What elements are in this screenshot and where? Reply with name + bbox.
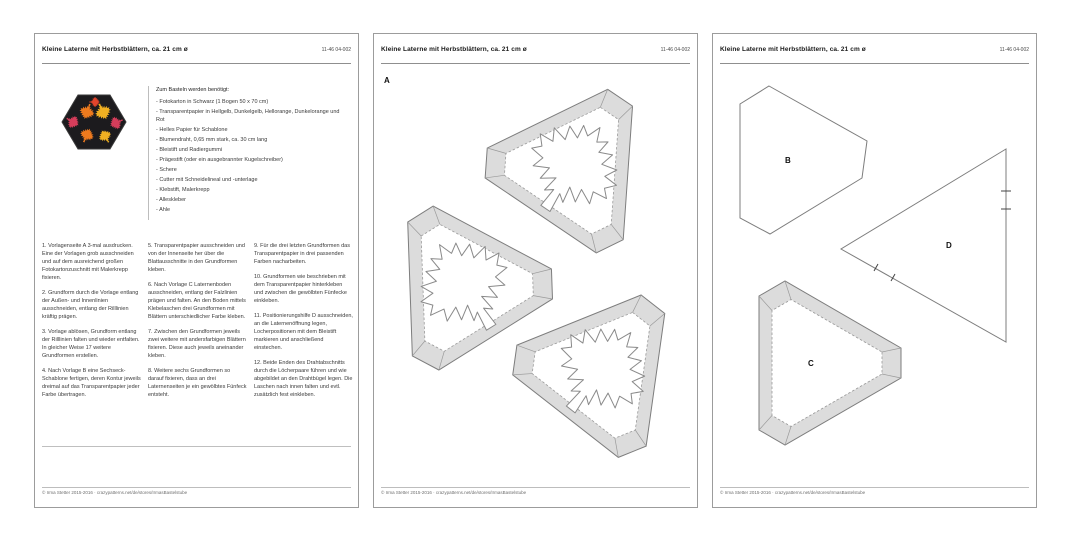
footer-rule: [720, 487, 1029, 488]
material-item: - Schere: [156, 166, 344, 175]
template-a-label: A: [384, 76, 390, 85]
instruction-column-3: [254, 243, 353, 406]
step-6: 6. Nach Vorlage C Laternenboden ausschneiden, entlang der Falzlinien prägen und falten. An den Boden mittels Klebelaschen drei Grundformen mit Blättern unterschiedlicher Farbe kleben.: [148, 281, 246, 320]
material-item: - Prägestift (oder ein ausgebrannter Kugelschreiber): [156, 156, 344, 165]
footer-rule: [381, 487, 690, 488]
materials-divider: [148, 86, 149, 220]
page-1-header: [42, 46, 351, 53]
material-item: - Ahle: [156, 206, 344, 215]
material-item: - Klebstift, Malerkrepp: [156, 186, 344, 195]
step-9: 9. Für die drei letzten Grundformen das Transparentpapier in drei passenden Farben nacharbeiten.: [254, 243, 350, 265]
material-item: - Alleskleber: [156, 196, 344, 205]
article-code: 11-46 04-002: [321, 47, 351, 53]
template-b-label: B: [785, 156, 791, 165]
footer-rule: [42, 487, 351, 488]
templates-bcd-drawing: [713, 34, 1038, 509]
material-item: - Cutter mit Schneidelineal und -unterlage: [156, 176, 344, 185]
instruction-column-1: [42, 243, 141, 406]
instruction-column-2: [148, 243, 247, 406]
step-5: 5. Transparentpapier ausschneiden und von der Innenseite her über die Blattausschnitte in den Grundformen kleben.: [148, 243, 245, 273]
article-code: 11-46 04-002: [660, 47, 690, 53]
material-item: - Helles Papier für Schablone: [156, 126, 344, 135]
page-title: Kleine Laterne mit Herbstblättern, ca. 21 cm ø: [720, 46, 866, 53]
instruction-columns: [42, 243, 353, 406]
lantern-photo: [59, 90, 129, 156]
content-end-rule: [42, 446, 351, 447]
page-title: Kleine Laterne mit Herbstblättern, ca. 21 cm ø: [381, 46, 527, 53]
template-c-form: [759, 281, 901, 445]
page-3: [712, 33, 1037, 508]
template-a-drawing: [374, 34, 699, 509]
template-a-form-1: [473, 52, 688, 261]
material-item: - Fotokarton in Schwarz (1 Bogen 50 x 70 cm): [156, 98, 344, 107]
step-8: 8. Weitere sechs Grundformen so darauf fixieren, dass an drei Laternenseiten je ein gewölbtes Fünfeck entsteht.: [148, 367, 247, 398]
material-item: - Bleistift und Radiergummi: [156, 146, 344, 155]
page-2: [373, 33, 698, 508]
template-d-triangle: [841, 149, 1006, 342]
step-2: 2. Grundform durch die Vorlage entlang der Außen- und Innenlinien ausschneiden, entlang der Rilllinien kräftig prägen.: [42, 289, 139, 320]
step-3: 3. Vorlage ablösen, Grundform entlang der Rilllinien falten und wieder entfalten. In gleicher Weise 17 weitere Grundformen erstellen.: [42, 328, 140, 359]
page-title: Kleine Laterne mit Herbstblättern, ca. 21 cm ø: [42, 46, 188, 53]
step-12: 12. Beide Enden des Drahtabschnitts durch die Löcherpaare führen und wie abgebildet an den Drahtbügel legen. Die Laschen nach innen falten und evtl. zusätzlich fest einkleben.: [254, 359, 353, 398]
template-a-form-3: [501, 254, 699, 467]
materials-list: [156, 86, 344, 216]
material-item: - Blumendraht, 0,65 mm stark, ca. 30 cm lang: [156, 136, 344, 145]
header-rule: [42, 63, 351, 64]
template-b-hexagon: [740, 86, 867, 234]
footer-text: © Irma Stetter 2015-2016 · crazypatterns.net/de/stores/IrmasBastelstube: [381, 490, 527, 495]
page-1: [34, 33, 359, 508]
template-c-label: C: [808, 359, 814, 368]
template-d-label: D: [946, 241, 952, 250]
step-11: 11. Positionierungshilfe D ausschneiden, an die Laternenöffnung legen, Locherpositionen mit dem Bleistift markieren und anschließend einstechen.: [254, 312, 353, 351]
step-10: 10. Grundformen wie beschrieben mit dem Transparentpapier hinterkleben und zwischen die gewölbten Fünfecke einkleben.: [254, 273, 347, 304]
step-4: 4. Nach Vorlage B eine Sechseck-Schablone fertigen, deren Kontur jeweils dreimal auf das Transparentpapier jeder Farbe übertragen.: [42, 367, 141, 398]
footer-text: © Irma Stetter 2015-2016 · crazypatterns.net/de/stores/IrmasBastelstube: [42, 490, 188, 495]
footer-text: © Irma Stetter 2015-2016 · crazypatterns.net/de/stores/IrmasBastelstube: [720, 490, 866, 495]
article-code: 11-46 04-002: [999, 47, 1029, 53]
material-item: - Transparentpapier in Hellgelb, Dunkelgelb, Hellorange, Dunkelorange und Rot: [156, 108, 344, 125]
step-7: 7. Zwischen den Grundformen jeweils zwei weitere mit andersfarbigen Blättern fixieren. Diese auch jeweils aneinander kleben.: [148, 328, 246, 359]
materials-heading: Zum Basteln werden benötigt:: [156, 87, 230, 93]
step-1: 1. Vorlagenseite A 3-mal ausdrucken. Eine der Vorlagen grob ausschneiden und auf dem ausreichend großen Fotokartonzuschnitt mit Malerkrepp fixieren.: [42, 243, 134, 281]
